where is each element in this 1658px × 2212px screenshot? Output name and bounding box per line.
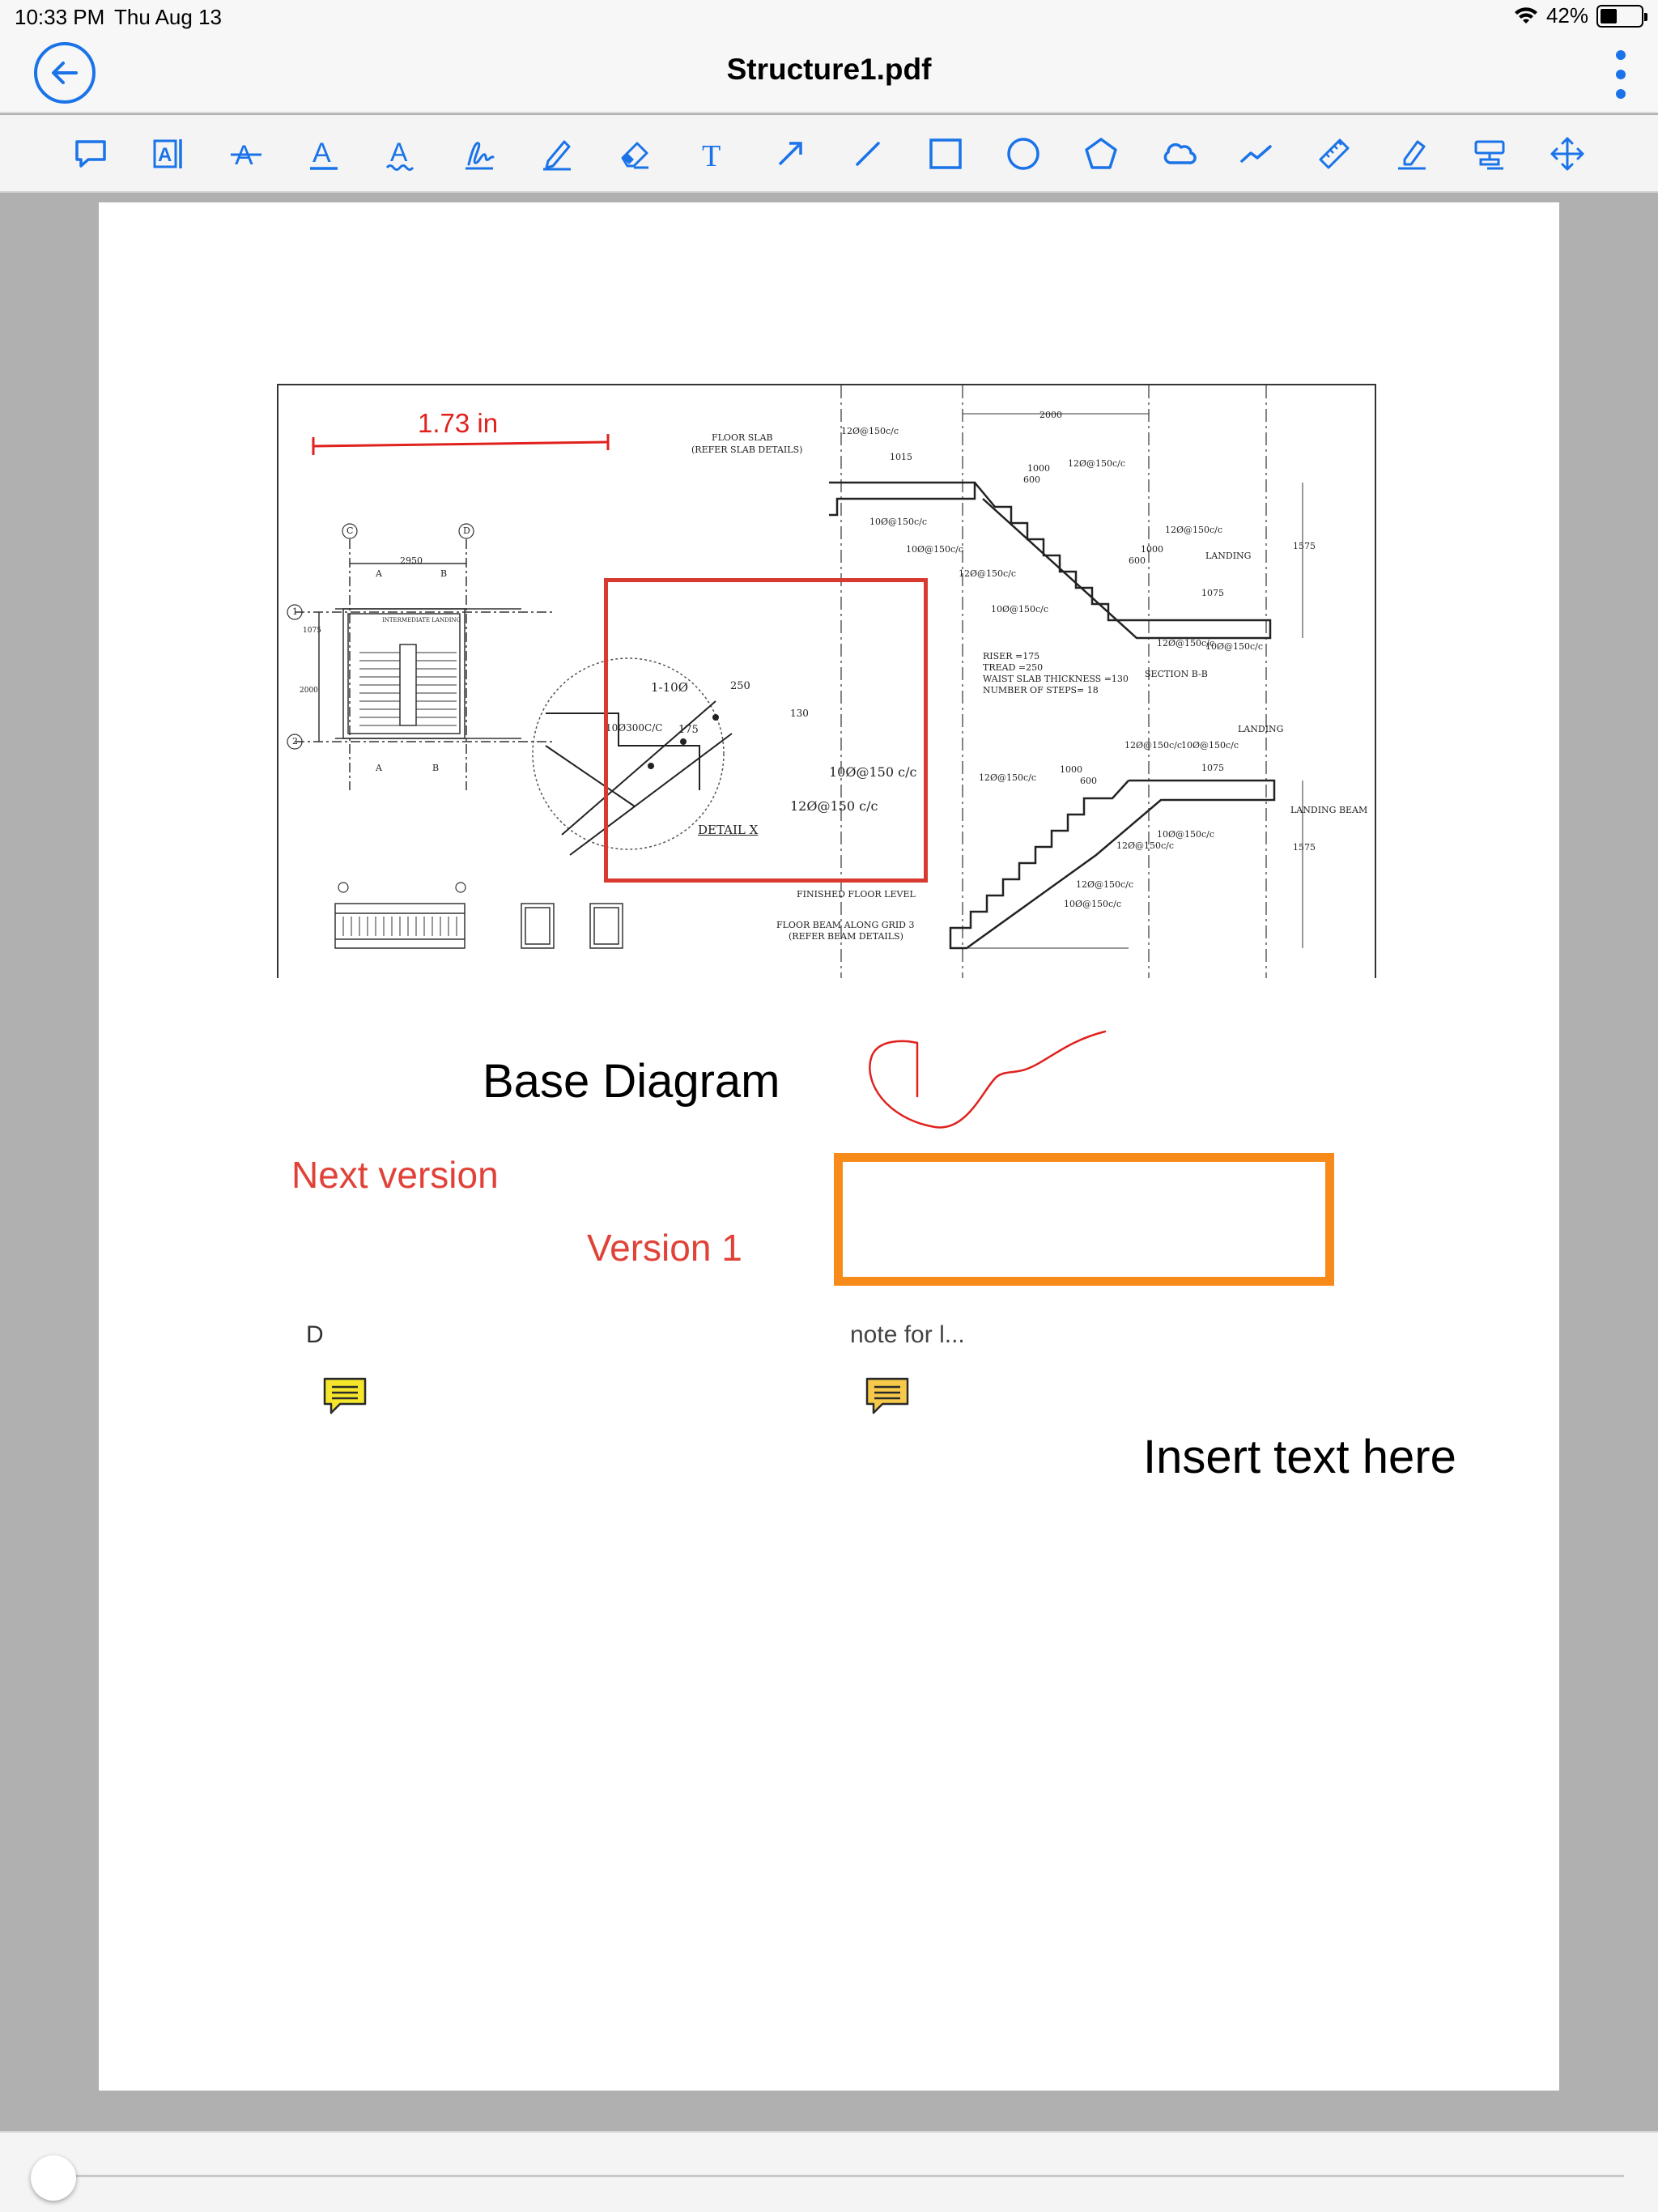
detail-dim-label: 175 xyxy=(678,724,699,736)
detail-dim-label: 250 xyxy=(730,680,750,692)
red-rectangle-annotation[interactable] xyxy=(604,578,928,883)
freehand-ink-annotation[interactable] xyxy=(854,1023,1113,1142)
rectangle-tool[interactable] xyxy=(921,130,970,178)
signature-tool[interactable] xyxy=(455,130,504,178)
sticky-note-icon[interactable] xyxy=(322,1376,368,1415)
cloud-tool[interactable] xyxy=(1154,130,1203,178)
polygon-tool[interactable] xyxy=(1077,130,1125,178)
polyline-tool[interactable] xyxy=(1232,130,1281,178)
underline-tool[interactable] xyxy=(300,130,348,178)
move-tool[interactable] xyxy=(1543,130,1592,178)
eraser-tool[interactable] xyxy=(610,130,659,178)
detail-dim-label: 130 xyxy=(790,708,809,719)
status-bar xyxy=(0,0,1658,32)
dim-label: 1075 xyxy=(1201,588,1224,598)
note-preview-text: D xyxy=(306,1321,324,1348)
svg-text:A: A xyxy=(390,138,408,167)
status-date: Thu Aug 13 xyxy=(114,5,222,29)
cloud-icon xyxy=(1160,135,1197,172)
more-options-button[interactable] xyxy=(1613,50,1629,99)
floor-slab-label: FLOOR SLAB xyxy=(712,432,773,443)
detail-rebar-label: 12Ø@150 c/c xyxy=(790,798,878,814)
landing-label-mid: LANDING xyxy=(1238,724,1284,734)
dim-label: 1075 xyxy=(1201,763,1224,773)
wifi-icon xyxy=(1514,6,1538,26)
waist-label: WAIST SLAB THICKNESS =130 xyxy=(983,674,1129,684)
grid-label-2: 2 xyxy=(292,736,298,747)
dim-label: 1575 xyxy=(1293,842,1316,853)
rebar-label: 12Ø@150c/c xyxy=(1116,840,1175,851)
underline-icon xyxy=(305,135,342,172)
measurement-label[interactable]: 1.73 in xyxy=(418,408,499,438)
eraser-icon xyxy=(616,135,653,172)
rectangle-icon xyxy=(927,135,964,172)
refer-slab-label: (REFER SLAB DETAILS) xyxy=(691,445,803,455)
version-1-text[interactable]: Version 1 xyxy=(587,1227,742,1269)
note-icon xyxy=(72,135,109,172)
next-version-text[interactable]: Next version xyxy=(291,1154,499,1196)
tread-label: TREAD =250 xyxy=(983,662,1044,673)
ruler-icon xyxy=(1316,135,1353,172)
page-navigation-bar xyxy=(0,2131,1658,2212)
document-title: Structure1.pdf xyxy=(726,53,932,86)
dim-label: 600 xyxy=(1080,776,1097,786)
ruler-tool[interactable] xyxy=(1310,130,1358,178)
move-icon xyxy=(1549,135,1586,172)
detail-rebar-label: 10Ø@150 c/c xyxy=(829,764,917,780)
svg-text:A: A xyxy=(312,138,331,168)
polyline-icon xyxy=(1238,135,1275,172)
svg-text:A: A xyxy=(158,144,172,166)
text-tool[interactable] xyxy=(688,130,737,178)
dim-label: 1575 xyxy=(1293,541,1316,551)
orange-rectangle-annotation[interactable] xyxy=(834,1153,1334,1286)
insert-text-box[interactable]: Insert text here xyxy=(1143,1431,1456,1483)
landing-label-top: LANDING xyxy=(1205,551,1252,561)
squiggly-tool[interactable] xyxy=(377,130,426,178)
rebar-label: 10Ø@150c/c xyxy=(1181,740,1239,751)
detail-dim-label: 1-10Ø xyxy=(651,680,688,695)
rebar-label: 10Ø@150c/c xyxy=(991,604,1049,615)
navigation-bar xyxy=(0,32,1658,113)
landing-beam-label: LANDING BEAM xyxy=(1290,805,1368,815)
rebar-label: 12Ø@150c/c xyxy=(1124,740,1183,751)
battery-icon xyxy=(1596,5,1643,28)
intermediate-landing-label: INTERMEDIATE LANDING xyxy=(382,617,461,623)
dim-label: 1000 xyxy=(1027,463,1050,474)
polygon-icon xyxy=(1082,135,1120,172)
line-tool[interactable] xyxy=(844,130,892,178)
rebar-label: 12Ø@150c/c xyxy=(1165,525,1223,535)
rebar-label: 12Ø@150c/c xyxy=(1068,458,1126,469)
squiggly-icon xyxy=(383,135,420,172)
arrow-icon xyxy=(772,135,809,172)
dim-label: 600 xyxy=(1129,555,1146,566)
rebar-label: 12Ø@150c/c xyxy=(1076,879,1134,890)
refer-beam-label: (REFER BEAM DETAILS) xyxy=(789,931,903,942)
arrow-tool[interactable] xyxy=(766,130,814,178)
line-icon xyxy=(849,135,886,172)
finished-floor-label: FINISHED FLOOR LEVEL xyxy=(797,889,916,900)
circle-tool[interactable] xyxy=(999,130,1048,178)
page-slider-knob[interactable] xyxy=(31,2155,76,2201)
dim-label: 2000 xyxy=(1039,410,1062,420)
floor-beam-label: FLOOR BEAM ALONG GRID 3 xyxy=(776,920,915,930)
note-tool[interactable] xyxy=(66,130,115,178)
text-box-icon xyxy=(150,135,187,172)
section-mark-a: A xyxy=(376,568,382,579)
section-mark-a: A xyxy=(376,763,382,773)
rebar-label: 10Ø@150c/c xyxy=(869,517,928,527)
pen-icon xyxy=(538,135,576,172)
strikethrough-tool[interactable] xyxy=(222,130,270,178)
plan-dim-label: 2950 xyxy=(400,555,423,566)
text-box-tool[interactable] xyxy=(144,130,193,178)
riser-label: RISER =175 xyxy=(983,651,1040,661)
svg-text:T: T xyxy=(702,139,721,172)
highlighter-tool[interactable] xyxy=(1388,130,1436,178)
text-icon xyxy=(694,135,731,172)
pen-tool[interactable] xyxy=(533,130,581,178)
stamp-icon xyxy=(1471,135,1508,172)
rebar-label: 10Ø@150c/c xyxy=(906,544,964,555)
dim-label: 600 xyxy=(1023,474,1040,485)
detail-dim-label: 10Ø300C/C xyxy=(606,722,663,734)
signature-icon xyxy=(461,135,498,172)
more-vertical-icon xyxy=(1616,50,1626,60)
rebar-label: 10Ø@150c/c xyxy=(1157,829,1215,840)
detail-x-label: DETAIL X xyxy=(698,823,759,837)
note-preview-text: note for l... xyxy=(850,1321,965,1348)
strikethrough-icon xyxy=(227,135,265,172)
plan-dim-label: 2000 xyxy=(300,687,318,695)
plan-dim-label: 1075 xyxy=(303,627,321,635)
steps-label: NUMBER OF STEPS= 18 xyxy=(983,685,1099,696)
status-time: 10:33 PM xyxy=(15,5,105,29)
grid-label-1: 1 xyxy=(292,606,298,617)
grid-label-d: D xyxy=(463,525,470,536)
status-right xyxy=(1514,3,1643,28)
svg-text:A: A xyxy=(235,140,253,171)
battery-percent: 42% xyxy=(1545,3,1588,28)
rebar-label: 12Ø@150c/c xyxy=(1157,638,1215,649)
rebar-label: 10Ø@150c/c xyxy=(1064,899,1122,909)
dim-label: 1015 xyxy=(890,452,912,462)
page-slider-track[interactable] xyxy=(53,2175,1624,2177)
stamp-tool[interactable] xyxy=(1465,130,1514,178)
measurement-line[interactable] xyxy=(311,434,610,458)
section-mark-b: B xyxy=(440,568,448,579)
rebar-label: 10Ø@150c/c xyxy=(1205,641,1264,652)
sticky-note-icon[interactable] xyxy=(865,1376,910,1415)
rebar-label: 12Ø@150c/c xyxy=(959,568,1017,579)
section-bb-label: SECTION B-B xyxy=(1145,669,1208,679)
rebar-label: 12Ø@150c/c xyxy=(979,772,1037,783)
highlighter-icon xyxy=(1393,135,1431,172)
rebar-label: 12Ø@150c/c xyxy=(841,426,899,436)
circle-icon xyxy=(1005,135,1042,172)
dim-label: 1000 xyxy=(1060,764,1082,775)
dim-label: 1000 xyxy=(1141,544,1163,555)
section-mark-b: B xyxy=(432,763,440,773)
grid-label-c: C xyxy=(346,525,354,536)
annotation-toolbar xyxy=(0,115,1658,193)
base-diagram-text[interactable]: Base Diagram xyxy=(483,1055,780,1108)
